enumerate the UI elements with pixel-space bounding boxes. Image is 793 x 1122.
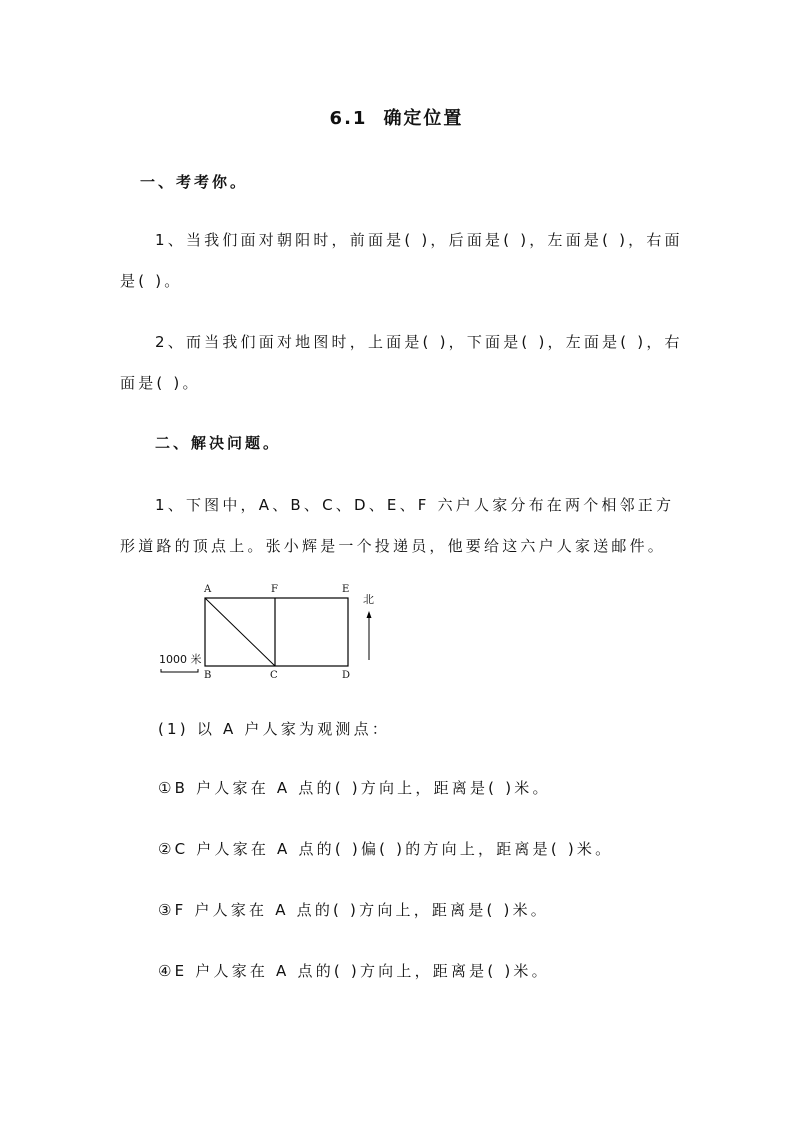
point-b-label: B: [204, 670, 212, 681]
point-d-label: D: [342, 670, 351, 681]
point-a-label: A: [204, 584, 212, 595]
s2-q1-line1: 1、下图中，A、B、C、D、E、F 六户人家分布在两个相邻正方: [155, 496, 675, 514]
point-f-label: F: [271, 584, 278, 595]
point-e-label: E: [342, 584, 350, 595]
s1-q2-line1: 2、而当我们面对地图时，上面是( )，下面是( )，左面是( )，右: [155, 333, 683, 351]
s1-q1-line2: 是( )。: [120, 272, 183, 290]
s2-sub1-item-2: ②C 户人家在 A 点的( )偏( )的方向上，距离是( )米。: [158, 840, 614, 858]
s1-q2-line2: 面是( )。: [120, 374, 201, 392]
s2-q1-line2: 形道路的顶点上。张小辉是一个投递员，他要给这六户人家送邮件。: [120, 537, 667, 555]
page-title: [0, 104, 793, 130]
section2-heading: 二、解决问题。: [155, 434, 282, 452]
scale-bar: [161, 669, 198, 672]
title-number: 6.1: [329, 108, 368, 129]
s2-sub1-item-4: ④E 户人家在 A 点的( )方向上，距离是( )米。: [158, 962, 550, 980]
s2-sub1-heading: (1) 以 A 户人家为观测点：: [158, 720, 391, 738]
s2-sub1-item-3: ③F 户人家在 A 点的( )方向上，距离是( )米。: [158, 901, 549, 919]
road-diagram: [150, 580, 390, 690]
section1-heading: 一、考考你。: [140, 173, 249, 191]
title-text: 确定位置: [383, 108, 464, 129]
scale-label: 1000 米: [159, 653, 202, 666]
s2-sub1-item-1: ①B 户人家在 A 点的( )方向上，距离是( )米。: [158, 779, 551, 797]
north-label: 北: [363, 593, 374, 606]
s1-q1-line1: 1、当我们面对朝阳时，前面是( )，后面是( )，左面是( )，右面: [155, 231, 683, 249]
point-c-label: C: [270, 670, 278, 681]
north-arrow-icon: [367, 611, 372, 618]
